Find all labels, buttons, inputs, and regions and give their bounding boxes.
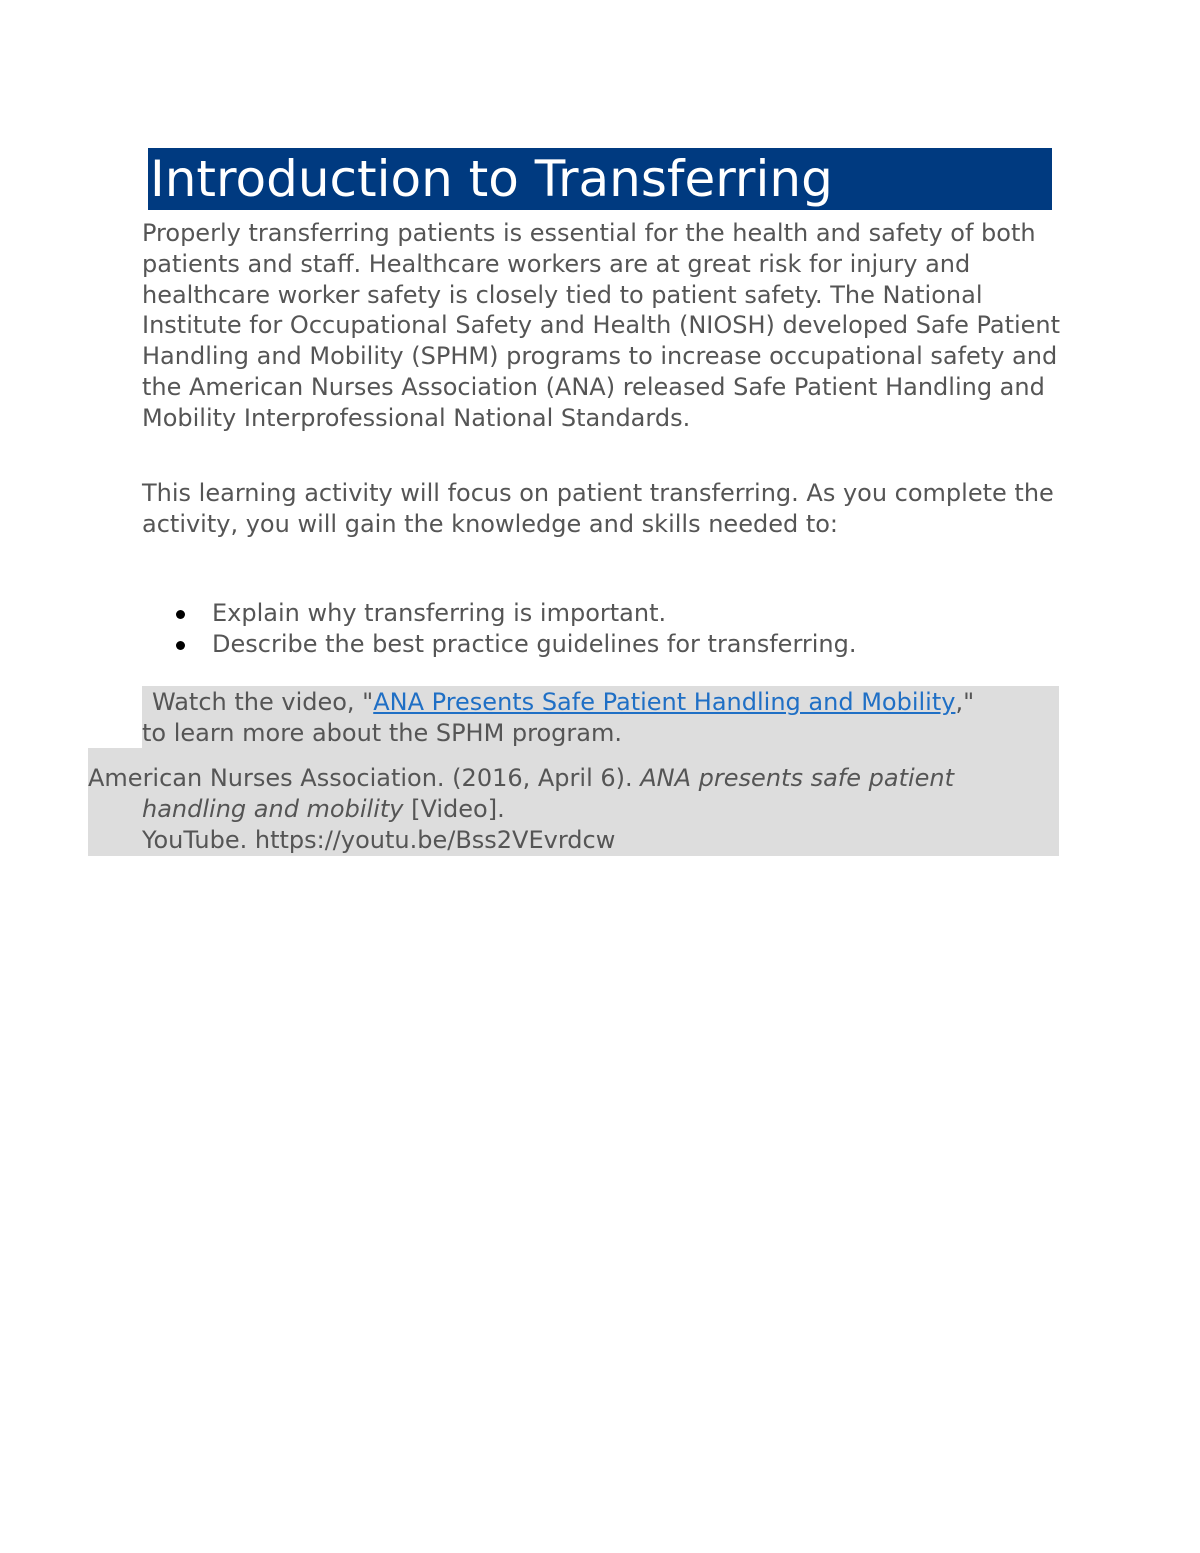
- citation-title-part2: handling and mobility: [142, 794, 404, 823]
- page-title: Introduction to Transferring: [150, 150, 833, 208]
- activity-paragraph: This learning activity will focus on patient transferring. As you complete the activity, you will gain the knowledge and skills needed to:: [142, 479, 1054, 538]
- video-link[interactable]: ANA Presents Safe Patient Handling and Mobility: [373, 688, 956, 716]
- list-item: [142, 598, 1072, 629]
- watch-suffix: ,": [955, 688, 975, 716]
- watch-line2: to learn more about the SPHM program.: [142, 718, 622, 747]
- objectives-list: [142, 598, 1072, 660]
- list-item: [142, 629, 1072, 660]
- citation-author-date: American Nurses Association. (2016, April 6).: [88, 764, 641, 792]
- list-item-text: Explain why transferring is important.: [212, 599, 667, 627]
- citation-title-part1: ANA presents safe patient: [640, 764, 955, 792]
- watch-prefix: Watch the video, ": [152, 688, 374, 716]
- citation-source: YouTube. https://youtu.be/Bss2VEvrdcw: [142, 825, 616, 854]
- citation-line2: [88, 794, 1063, 825]
- watch-video-callout: [142, 687, 1062, 749]
- video-citation: [88, 763, 1063, 855]
- bullet-dot-icon: [176, 610, 185, 619]
- intro-paragraph: Properly transferring patients is essential for the health and safety of both patients and staff. Healthcare workers are at great risk for injury and healthcare worker safety is closely tied to patient safety. The National Institute for Occupational Safety and Health (NIOSH) developed Safe Patient Handling and Mobility (SPHM) programs to increase occupational safety and the American Nurses Association (ANA) released Safe Patient Handling and Mobility Interprofessional National Standards.: [142, 219, 1061, 432]
- citation-medium: [Video].: [403, 794, 505, 823]
- bullet-dot-icon: [176, 641, 185, 650]
- list-item-text: Describe the best practice guidelines for transferring.: [212, 630, 857, 658]
